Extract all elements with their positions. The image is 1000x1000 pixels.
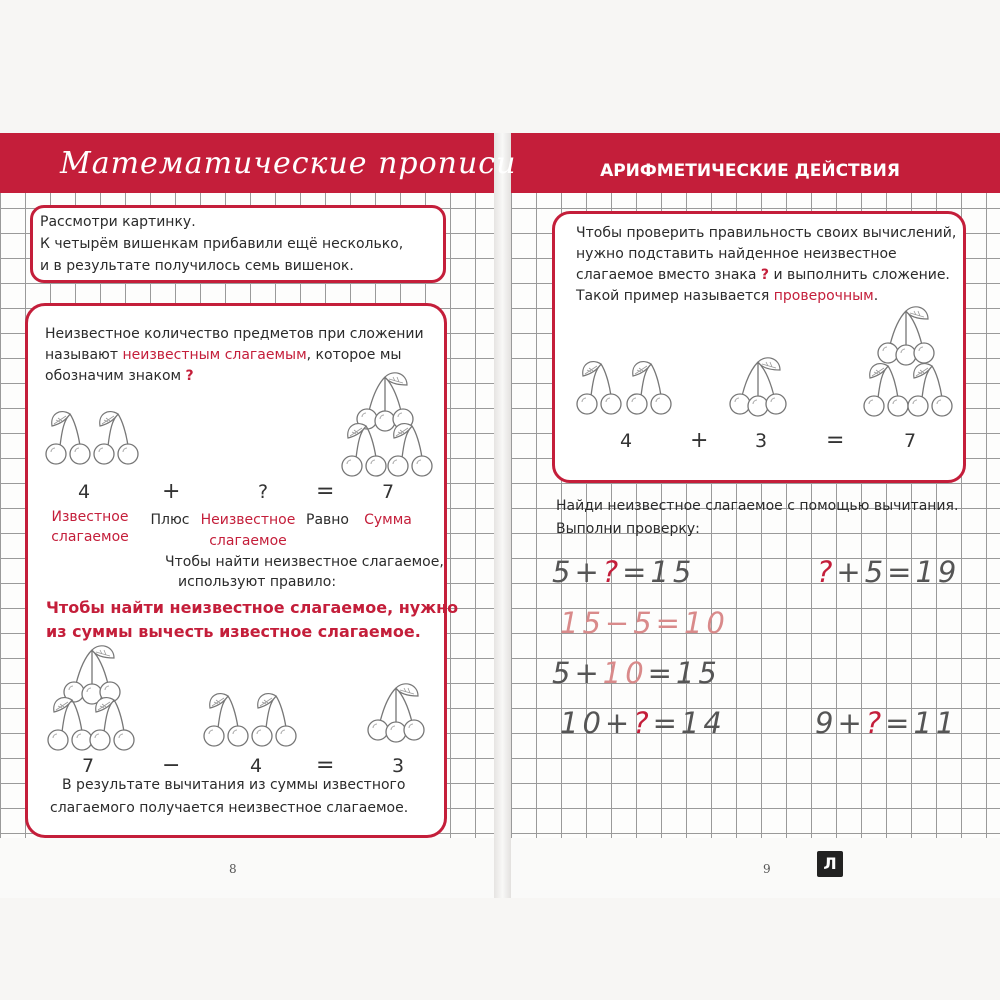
unknown-mark: ? xyxy=(633,706,653,740)
cherry-pair-icon xyxy=(904,364,956,420)
eq3-sum: 7 xyxy=(904,430,917,452)
eq3-found-addend: 3 xyxy=(755,430,768,452)
label-sum: Сумма xyxy=(364,512,412,528)
cherry-pair-icon xyxy=(90,412,142,468)
definition-line-3: обозначим знаком ? xyxy=(45,368,194,384)
exercise-2: ?+5=19 xyxy=(817,555,961,589)
conclusion-line-2: слагаемого получается неизвестное слагаемое. xyxy=(50,800,409,816)
eq2-result: 3 xyxy=(392,755,405,777)
eq1-plus: + xyxy=(162,479,181,504)
label-known-addend-2: слагаемое xyxy=(51,529,129,545)
unknown-mark: ? xyxy=(602,555,623,589)
cherry-pair-icon xyxy=(338,424,390,480)
left-page-title: Математические прописи xyxy=(60,146,517,181)
unknown-mark: ? xyxy=(865,706,886,740)
label-plus: Плюс xyxy=(150,512,190,528)
question-sign: ? xyxy=(185,368,194,384)
unknown-mark: ? xyxy=(817,555,837,589)
exercise-4: 9+?=11 xyxy=(815,706,959,740)
exercise-1-check: 5+10=15 xyxy=(552,656,721,690)
right-page-number: 9 xyxy=(763,862,771,876)
eq3-addend: 4 xyxy=(620,430,633,452)
right-page-footer xyxy=(511,838,1000,898)
task-line-2: Выполни проверку: xyxy=(556,521,700,537)
intro-line-1: Рассмотри картинку. xyxy=(40,214,196,230)
cherry-pair-icon xyxy=(42,412,94,468)
cherry-triple-icon xyxy=(876,309,936,365)
eq1-equals: = xyxy=(316,479,335,504)
found-addend: 10 xyxy=(602,656,648,690)
exercise-3: 10+?=14 xyxy=(560,706,726,740)
cherry-pair-icon xyxy=(623,362,675,418)
cherry-triple-icon xyxy=(728,360,788,416)
label-equals: Равно xyxy=(306,512,349,528)
check-line-3: слагаемое вместо знака ? и выполнить сложение. xyxy=(576,267,950,283)
eq1-addend: 4 xyxy=(78,481,91,503)
eq1-unknown: ? xyxy=(258,481,269,503)
intro-line-2: К четырём вишенкам прибавили ещё несколько, xyxy=(40,236,404,252)
conclusion-line-1: В результате вычитания из суммы известного xyxy=(62,777,406,793)
check-line-4: Такой пример называется проверочным. xyxy=(576,288,879,304)
intro-line-3: и в результате получилось семь вишенок. xyxy=(40,258,354,274)
eq3-plus: + xyxy=(690,428,709,453)
eq2-equals: = xyxy=(316,753,335,778)
eq1-sum: 7 xyxy=(382,481,395,503)
exercise-1-subtraction: 15−5=10 xyxy=(560,606,729,640)
cherry-pair-icon xyxy=(384,424,436,480)
book-gutter xyxy=(494,133,511,898)
eq2-known: 4 xyxy=(250,755,263,777)
term-unknown-addend: неизвестным слагаемым xyxy=(122,347,307,363)
cherry-triple-icon xyxy=(355,375,415,431)
definition-line-2: называют неизвестным слагаемым, которое мы xyxy=(45,347,402,363)
cherry-triple-icon xyxy=(62,648,122,704)
cherry-pair-icon xyxy=(573,362,625,418)
left-page-footer xyxy=(0,838,494,898)
exercise-1: 5+?=15 xyxy=(552,555,696,589)
publisher-logo: Л xyxy=(817,851,843,877)
label-unknown-addend-1: Неизвестное xyxy=(200,512,296,528)
question-sign: ? xyxy=(760,267,770,283)
definition-line-1: Неизвестное количество предметов при сложении xyxy=(45,326,424,342)
cherry-pair-icon xyxy=(200,694,252,750)
cherry-triple-icon xyxy=(366,686,426,746)
rule-intro-2: используют правило: xyxy=(178,574,337,590)
rule-line-2: из суммы вычесть известное слагаемое. xyxy=(46,622,421,641)
left-page-number: 8 xyxy=(229,862,237,876)
check-line-2: нужно подставить найденное неизвестное xyxy=(576,246,897,262)
label-unknown-addend-2: слагаемое xyxy=(209,533,287,549)
eq2-minus: − xyxy=(162,753,181,778)
rule-intro-1: Чтобы найти неизвестное слагаемое, xyxy=(165,554,444,570)
eq3-equals: = xyxy=(826,428,845,453)
label-known-addend-1: Известное xyxy=(51,509,129,525)
rule-line-1: Чтобы найти неизвестное слагаемое, нужно xyxy=(46,598,459,617)
eq2-sum: 7 xyxy=(82,755,95,777)
cherry-pair-icon xyxy=(86,698,138,754)
term-check-example: проверочным xyxy=(773,288,874,304)
task-line-1: Найди неизвестное слагаемое с помощью вычитания. xyxy=(556,498,959,514)
cherry-pair-icon xyxy=(248,694,300,750)
check-line-1: Чтобы проверить правильность своих вычислений, xyxy=(576,225,957,241)
right-page-title: АРИФМЕТИЧЕСКИЕ ДЕЙСТВИЯ xyxy=(600,161,900,181)
